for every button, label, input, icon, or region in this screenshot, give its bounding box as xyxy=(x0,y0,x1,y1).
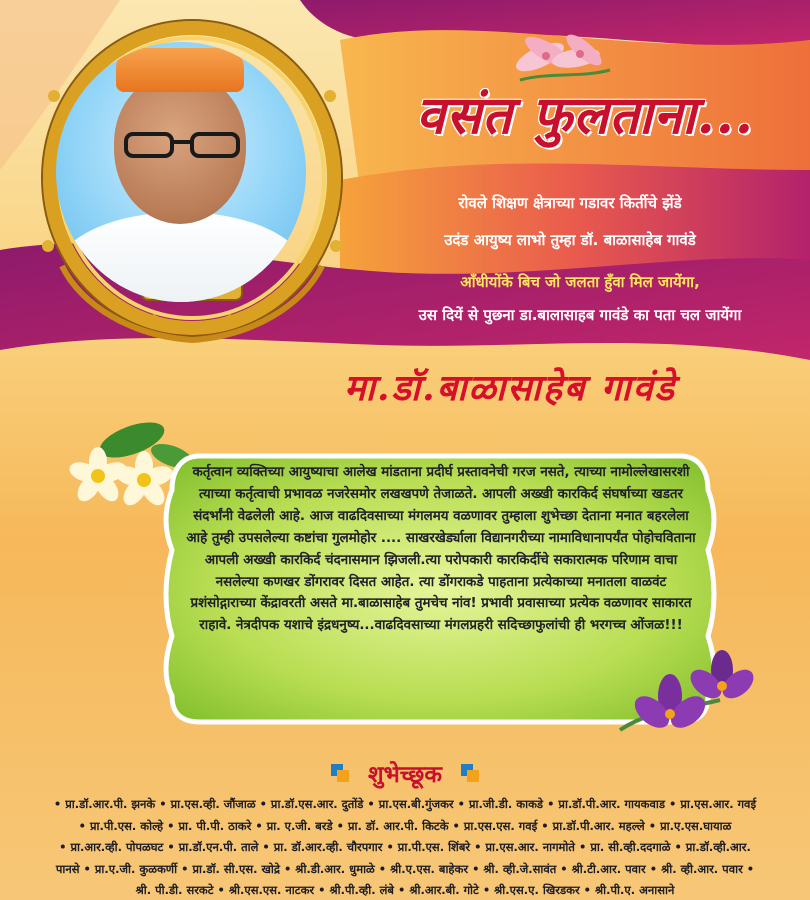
well-wishers-line: • प्रा.आर.व्ही. पोपळघट • प्रा.डॉ.एन.पी. ताले • प्रा. डॉ.आर.व्ही. चौरपगार • प्रा.पी.एस. शिंबरे • प्रा.एस.आर. नागमोते • प्रा. सी.व्ही.ददगाळे • प्रा.डॉ.व्ही.आर. xyxy=(59,840,751,854)
well-wishers-line: • प्रा.पी.एस. कोल्हे • प्रा. पी.पी. ठाकरे • प्रा. ए.जी. बरडे • प्रा. डॉ. आर.पी. किटके • प्रा.एस.एस. गवई • प्रा.डॉ.पी.आर. महल्ले • प्रा.ए.एस.घायाळ xyxy=(78,818,732,833)
honoree-name: मा.डॉ.बाळासाहेब गावंडे xyxy=(344,367,676,409)
slogan-line-3: आँधीयोंके बिच जो जलता हुँवा मिल जायेंगा, xyxy=(460,273,700,291)
well-wishers-line: पानसे • प्रा.ए.जी. कुळकर्णी • प्रा.डॉ. सी.एस. खोद्रे • श्री.डी.आर. धुमाळे • श्री.ए.एस. बाहेकर • श्री. व्ही.जे.सावंत • श्री.टी.आर. पवार • श्री. व्ही.आर. पवार • xyxy=(55,861,755,876)
well-wishers-list xyxy=(4,794,806,900)
slogan-line-2: उदंड आयुष्य लाभो तुम्हा डॉ. बाळासाहेब गावंडे xyxy=(444,231,696,249)
greetings-header xyxy=(0,757,810,791)
message-text: कर्तृत्वान व्यक्तिच्या आयुष्याचा आलेख मांडताना प्रदीर्घ प्रस्तावनेची गरज नसते, त्याच्या नामोल्लेखासरशी त्याच्या कर्तृत्वाची प्रभावळ नजरेसमोर लखखपणे तेजाळते. आपली अख्खी कारकिर्द संघर्षाच्या खडतर संदर्भांनी वेढलेली आहे. आज वाढदिवसाच्या मंगलमय वळणावर तुम्हाला शुभेच्छा देताना मनात बहरलेला आहे तुम्ही उपसलेल्या कष्टांचा गुलमोहोर .... साखरखेर्ड्याला विद्यानगरीच्या नामाविधानापर्यंत पोहोचविताना आपली अख्खी कारकिर्द चंदनासमान झिजली.त्या परोपकारी कारकिर्दीचे सकारात्मक परिणाम वाचा नसलेल्या कणखर डोंगरावर दिसत आहेत. त्या डोंगराकडे पाहताना प्रत्येकाच्या मनातला वाळवंट प्रशंसोद्गाराच्या केंद्रावरती असते मा.बाळासाहेब तुमचेच नांव! प्रभावी प्रवासाच्या प्रत्येक वळणावर साकारत राहावे. नेत्रदीपक यशाचे इंद्रधनुष्य...वाढदिवसाच्या मंगलप्रहरी सदिच्छाफुलांची ही भरगच्च ओंजळ!!! xyxy=(186,465,696,634)
well-wishers-line: श्री. पी.डी. सरकटे • श्री.एस.एस. नाटकर • श्री.पी.व्ही. लंबे • श्री.आर.बी. गोटे • श्री.एस.ए. खिरडकर • श्री.पी.ए. अनासाने xyxy=(135,883,675,897)
poster-title: वसंत फुलताना... xyxy=(416,85,754,146)
person-shirt xyxy=(56,212,306,302)
square-ornament-icon xyxy=(331,764,349,782)
greetings-label: शुभेच्छूक xyxy=(367,761,443,788)
slogan-line-1: रोवले शिक्षण क्षेत्राच्या गडावर किर्तीचे झेंडे xyxy=(458,194,682,212)
person-cap xyxy=(116,48,244,92)
square-ornament-icon xyxy=(461,764,479,782)
glasses-icon xyxy=(122,132,242,158)
slogan-line-4: उस दियें से पुछना डा.बालासाहब गावंडे का पता चल जायेंगा xyxy=(418,306,742,324)
well-wishers-line: • प्रा.डॉ.आर.पी. झनके • प्रा.एस.व्ही. जौंजाळ • प्रा.डॉ.एस.आर. दुतोंडे • प्रा.एस.बी.गुंजकर • प्रा.जी.डी. काकडे • प्रा.डॉ.पी.आर. गायकवाड • प्रा.एस.आर. गवई xyxy=(53,797,757,811)
portrait-photo xyxy=(56,42,306,302)
crocus-flower-icon xyxy=(610,640,760,750)
